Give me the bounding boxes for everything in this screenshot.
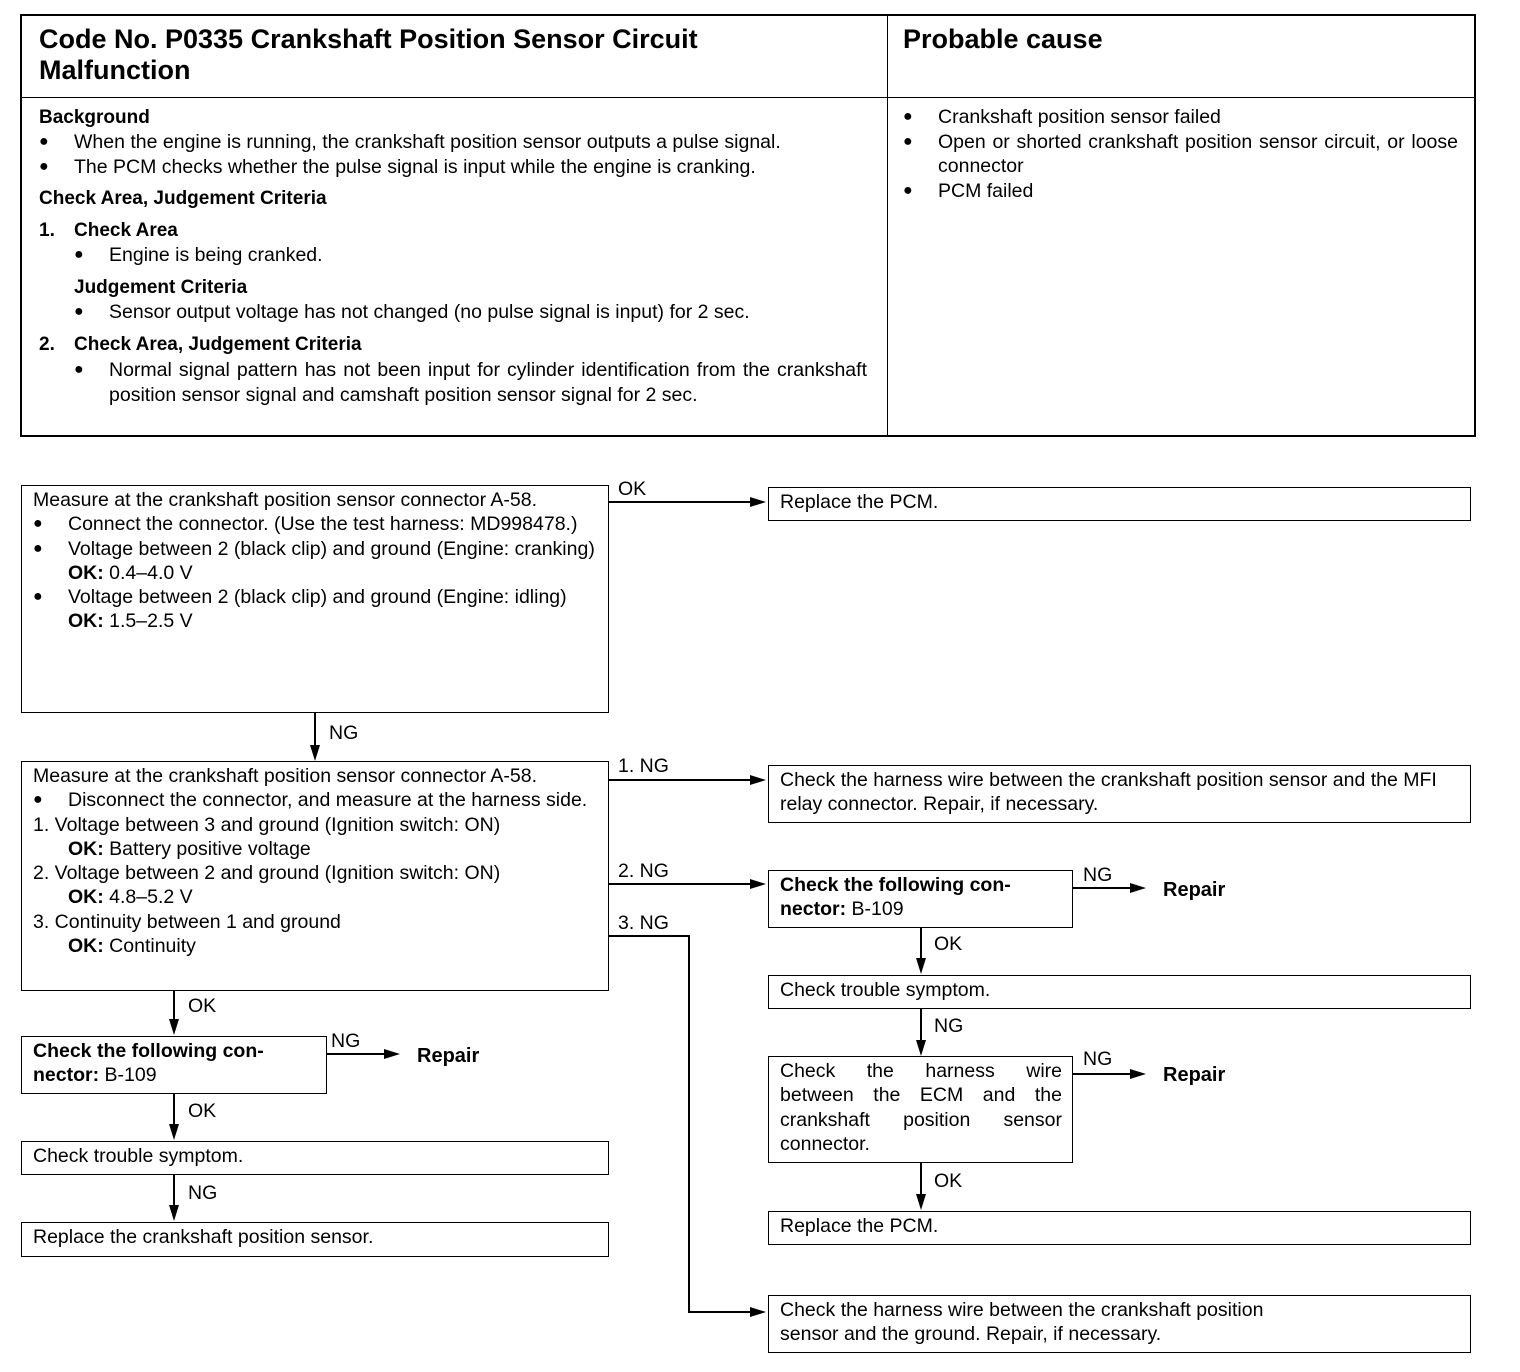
bullet-icon: ●	[903, 108, 913, 125]
code-title-line1: Code No. P0335 Crankshaft Position Sensor Circuit	[39, 24, 698, 54]
branch-label-ok: OK	[618, 478, 647, 500]
step1-bullet: ● Connect the connector. (Use the test harness: MD998478.)	[33, 513, 578, 536]
check-area-bullet: ● Engine is being cranked.	[74, 244, 323, 266]
ok-label: OK:	[68, 561, 104, 584]
connector-id: B-109	[104, 1064, 157, 1087]
item1-check-area-label: Check Area	[74, 220, 178, 241]
arrow-right-icon	[750, 775, 766, 785]
connector-line	[920, 928, 922, 960]
ok-label: OK:	[68, 886, 104, 909]
bullet-icon: ●	[903, 181, 913, 199]
arrow-right-icon	[750, 1307, 766, 1317]
trouble-symptom-box-2	[21, 1141, 609, 1175]
connector-line	[314, 713, 316, 746]
column-divider	[887, 16, 888, 435]
step2-check-2: 2. Voltage between 2 and ground (Ignition switch: ON) OK: 4.8–5.2 V	[33, 862, 501, 909]
arrow-down-icon	[169, 1124, 179, 1140]
probable-cause-item: ● PCM failed	[903, 179, 1034, 202]
step2-check-1: 1. Voltage between 3 and ground (Ignition switch: ON) OK: Battery positive voltage	[33, 813, 501, 860]
item2-number: 2.	[39, 334, 55, 355]
step1-heading: Measure at the crankshaft position sensor connector A-58.	[33, 489, 538, 511]
connector-line	[920, 1163, 922, 1196]
ng1-result-box	[768, 765, 1471, 823]
item1-judgement-list	[74, 300, 874, 325]
branch-label-ok: OK	[934, 1170, 963, 1192]
trouble-symptom-box	[768, 975, 1471, 1009]
replace-pcm-box	[768, 487, 1471, 521]
connector-line	[920, 1009, 922, 1042]
branch-label-ok: OK	[934, 933, 963, 955]
connector-line	[609, 935, 690, 937]
arrow-right-icon	[750, 879, 766, 889]
connector-line	[609, 883, 751, 885]
ok-label: OK:	[68, 837, 104, 860]
branch-label-ng: NG	[188, 1182, 218, 1204]
bullet-icon: ●	[33, 588, 43, 606]
connector-line	[688, 1311, 751, 1313]
bullet-icon: ●	[903, 132, 913, 150]
arrow-right-icon	[384, 1049, 400, 1059]
replace-pcm-text: Replace the PCM.	[780, 491, 939, 513]
ok-label: OK:	[68, 935, 104, 958]
connector-line	[327, 1053, 387, 1055]
step2-bullet: ● Disconnect the connector, and measure at the harness side.	[33, 789, 588, 812]
ok-value: 0.4–4.0 V	[109, 561, 193, 584]
item2-list	[74, 358, 867, 407]
step1-measure-box	[21, 485, 609, 713]
repair-label: Repair	[417, 1045, 480, 1067]
branch-label-ng: NG	[331, 1030, 361, 1052]
arrow-down-icon	[169, 1019, 179, 1035]
branch-label-ng: NG	[329, 722, 359, 744]
bullet-icon: ●	[74, 303, 84, 320]
step2-measure-box	[21, 761, 609, 991]
repair-label: Repair	[1163, 879, 1226, 901]
arrow-down-icon	[916, 1194, 926, 1210]
arrow-down-icon	[310, 745, 320, 761]
ok-connector-check-box: Check the following con- nector: B-109	[21, 1036, 327, 1094]
arrow-right-icon	[1130, 1069, 1146, 1079]
branch-label-ng: NG	[1083, 864, 1113, 886]
header-divider	[22, 97, 1474, 98]
ok-value: Battery positive voltage	[109, 837, 311, 860]
code-title-line2: Malfunction	[39, 55, 191, 85]
probable-cause-item: ● Open or shorted crankshaft position sensor circuit, or loose connector	[903, 130, 1458, 177]
item1-check-area-list	[74, 243, 874, 268]
replace-sensor-text: Replace the crankshaft position sensor.	[33, 1226, 374, 1248]
arrow-right-icon	[750, 497, 766, 507]
step1-bullet: ● Voltage between 2 (black clip) and ground (Engine: idling) OK: 1.5–2.5 V	[33, 586, 567, 633]
branch-label-ok: OK	[188, 1100, 217, 1122]
replace-sensor-box	[21, 1222, 609, 1257]
connector-line	[1073, 1073, 1133, 1075]
arrow-down-icon	[916, 1040, 926, 1056]
bullet-icon: ●	[74, 246, 84, 263]
bullet-icon: ●	[33, 791, 43, 809]
background-list	[39, 130, 874, 179]
probable-cause-list	[903, 105, 1458, 203]
connector-line	[688, 935, 690, 1312]
background-bullet: ● The PCM checks whether the pulse signal is input while the engine is cranking.	[39, 155, 756, 178]
connector-line	[609, 501, 751, 503]
ok-value: 4.8–5.2 V	[109, 886, 193, 909]
code-title	[39, 24, 869, 86]
harness-check-text: Check the harness wire between the ECM and the crankshaft position sensor connector.	[780, 1060, 1062, 1155]
background-heading: Background	[39, 107, 150, 128]
branch-label-ok: OK	[188, 995, 217, 1017]
judgement-bullet: ● Sensor output voltage has not changed (no pulse signal is input) for 2 sec.	[74, 301, 750, 323]
ng2-connector-check-box: Check the following con- nector: B-109	[768, 870, 1073, 928]
bullet-icon: ●	[74, 361, 84, 378]
item2-bullet: ● Normal signal pattern has not been input for cylinder identification from the crankshaft position sensor signal and camshaft position sensor signal for 2 sec.	[74, 359, 867, 406]
connector-line	[609, 779, 751, 781]
harness-check-box	[768, 1056, 1073, 1163]
bullet-icon: ●	[39, 157, 49, 175]
arrow-right-icon	[1130, 883, 1146, 893]
ok-value: Continuity	[109, 935, 196, 958]
item2-label: Check Area, Judgement Criteria	[74, 334, 362, 355]
dtc-info-table	[20, 14, 1476, 437]
replace-pcm-text: Replace the PCM.	[780, 1215, 939, 1237]
connector-id: B-109	[851, 898, 904, 921]
bullet-icon: ●	[39, 133, 49, 150]
ok-value: 1.5–2.5 V	[109, 610, 193, 633]
arrow-down-icon	[169, 1205, 179, 1221]
branch-label-ng3: 3. NG	[618, 912, 669, 934]
arrow-down-icon	[916, 958, 926, 974]
connector-line	[173, 1175, 175, 1207]
probable-cause-header: Probable cause	[903, 24, 1103, 54]
ok-label: OK:	[68, 610, 104, 633]
item1-number: 1.	[39, 220, 55, 241]
connector-line	[1073, 887, 1133, 889]
branch-label-ng: NG	[1083, 1048, 1113, 1070]
step1-bullet: ● Voltage between 2 (black clip) and ground (Engine: cranking) OK: 0.4–4.0 V	[33, 537, 595, 584]
connector-line	[173, 991, 175, 1021]
ng3-result-box: Check the harness wire between the crankshaft position sensor and the ground. Repair, if necessary.	[768, 1295, 1471, 1353]
background-bullet: ● When the engine is running, the crankshaft position sensor outputs a pulse signal.	[39, 131, 781, 153]
item1-judgement-label: Judgement Criteria	[74, 277, 248, 298]
bullet-icon: ●	[33, 539, 43, 557]
step2-heading: Measure at the crankshaft position sensor connector A-58.	[33, 765, 538, 787]
bullet-icon: ●	[33, 515, 43, 533]
branch-label-ng: NG	[934, 1015, 964, 1037]
branch-label-ng2: 2. NG	[618, 860, 669, 882]
connector-line	[173, 1094, 175, 1126]
branch-label-ng1: 1. NG	[618, 755, 669, 777]
replace-pcm-box-2	[768, 1211, 1471, 1245]
repair-label: Repair	[1163, 1064, 1226, 1086]
step2-check-3: 3. Continuity between 1 and ground OK: Continuity	[33, 910, 341, 958]
trouble-symptom-text: Check trouble symptom.	[33, 1145, 244, 1167]
check-area-heading: Check Area, Judgement Criteria	[39, 188, 327, 209]
trouble-symptom-text: Check trouble symptom.	[780, 979, 991, 1001]
ng1-result-text: Check the harness wire between the crankshaft position sensor and the MFI relay connector. Repair, if necessary.	[780, 769, 1437, 816]
probable-cause-item: ● Crankshaft position sensor failed	[903, 106, 1221, 128]
